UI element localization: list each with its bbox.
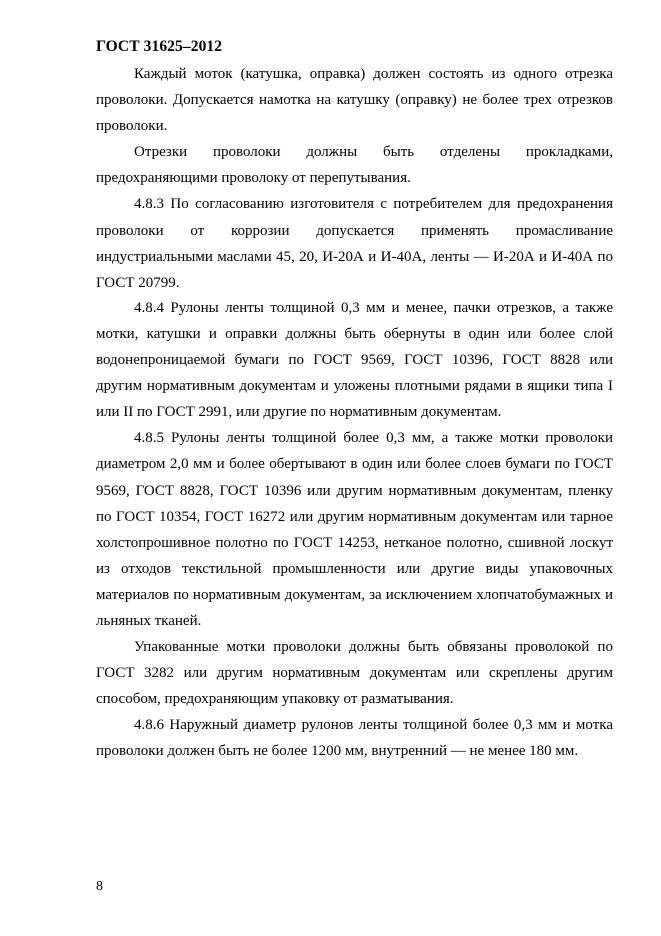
paragraph-4-8-4: 4.8.4 Рулоны ленты толщиной 0,3 мм и менее, пачки отрезков, а также мотки, катушки и оправки должны быть обернуты в один или более слой водонепроницаемой бумаги по ГОСТ 9569, ГОСТ 10396, ГОСТ 8828 или другим нормативным документам и уложены плотными рядами в ящики типа I или II по ГОСТ 2991, или другие по нормативным документам. bbox=[96, 299, 613, 421]
document-header: ГОСТ 31625–2012 bbox=[96, 38, 223, 55]
paragraph-4-8-3: 4.8.3 По согласованию изготовителя с потребителем для предохранения проволоки от коррозии допускается применять промасливание индустриальными маслами 45, 20, И-20А и И-40А, ленты — И-20А и И-40А по ГОСТ 20799. bbox=[96, 196, 613, 291]
paragraph-4-8-5: 4.8.5 Рулоны ленты толщиной более 0,3 мм, а также мотки проволоки диаметром 2,0 мм и более обертывают в один или более слоев бумаги по ГОСТ 9569, ГОСТ 8828, ГОСТ 10396 или другим нормативным документам, пленку по ГОСТ 10354, ГОСТ 16272 или другим нормативным документам или тарное холстопрошивное полотно по ГОСТ 14253, нетканое полотно, сшивной лоскут из отходов текстильной промышленности или другие виды упаковочных материалов по нормативным документам, за исключением хлопчатобумажных и льняных тканей. bbox=[96, 430, 613, 629]
page-number: 8 bbox=[96, 879, 103, 894]
paragraph-packed-coils: Упакованные мотки проволоки должны быть обвязаны проволокой по ГОСТ 3282 или другим нормативным документам или скреплены другим способом, предохраняющим упаковку от разматывания. bbox=[96, 639, 613, 708]
document-body bbox=[96, 61, 613, 765]
paragraph-4-8-6: 4.8.6 Наружный диаметр рулонов ленты толщиной более 0,3 мм и мотка проволоки должен быть не более 1200 мм, внутренний — не менее 180 мм. bbox=[96, 717, 613, 760]
paragraph-coil-composition: Каждый моток (катушка, оправка) должен состоять из одного отрезка проволоки. Допускается намотка на катушку (оправку) не более трех отрезков проволоки. bbox=[96, 66, 613, 135]
paragraph-wire-separation: Отрезки проволоки должны быть отделены прокладками, предохраняющими проволоку от перепутывания. bbox=[96, 144, 613, 187]
